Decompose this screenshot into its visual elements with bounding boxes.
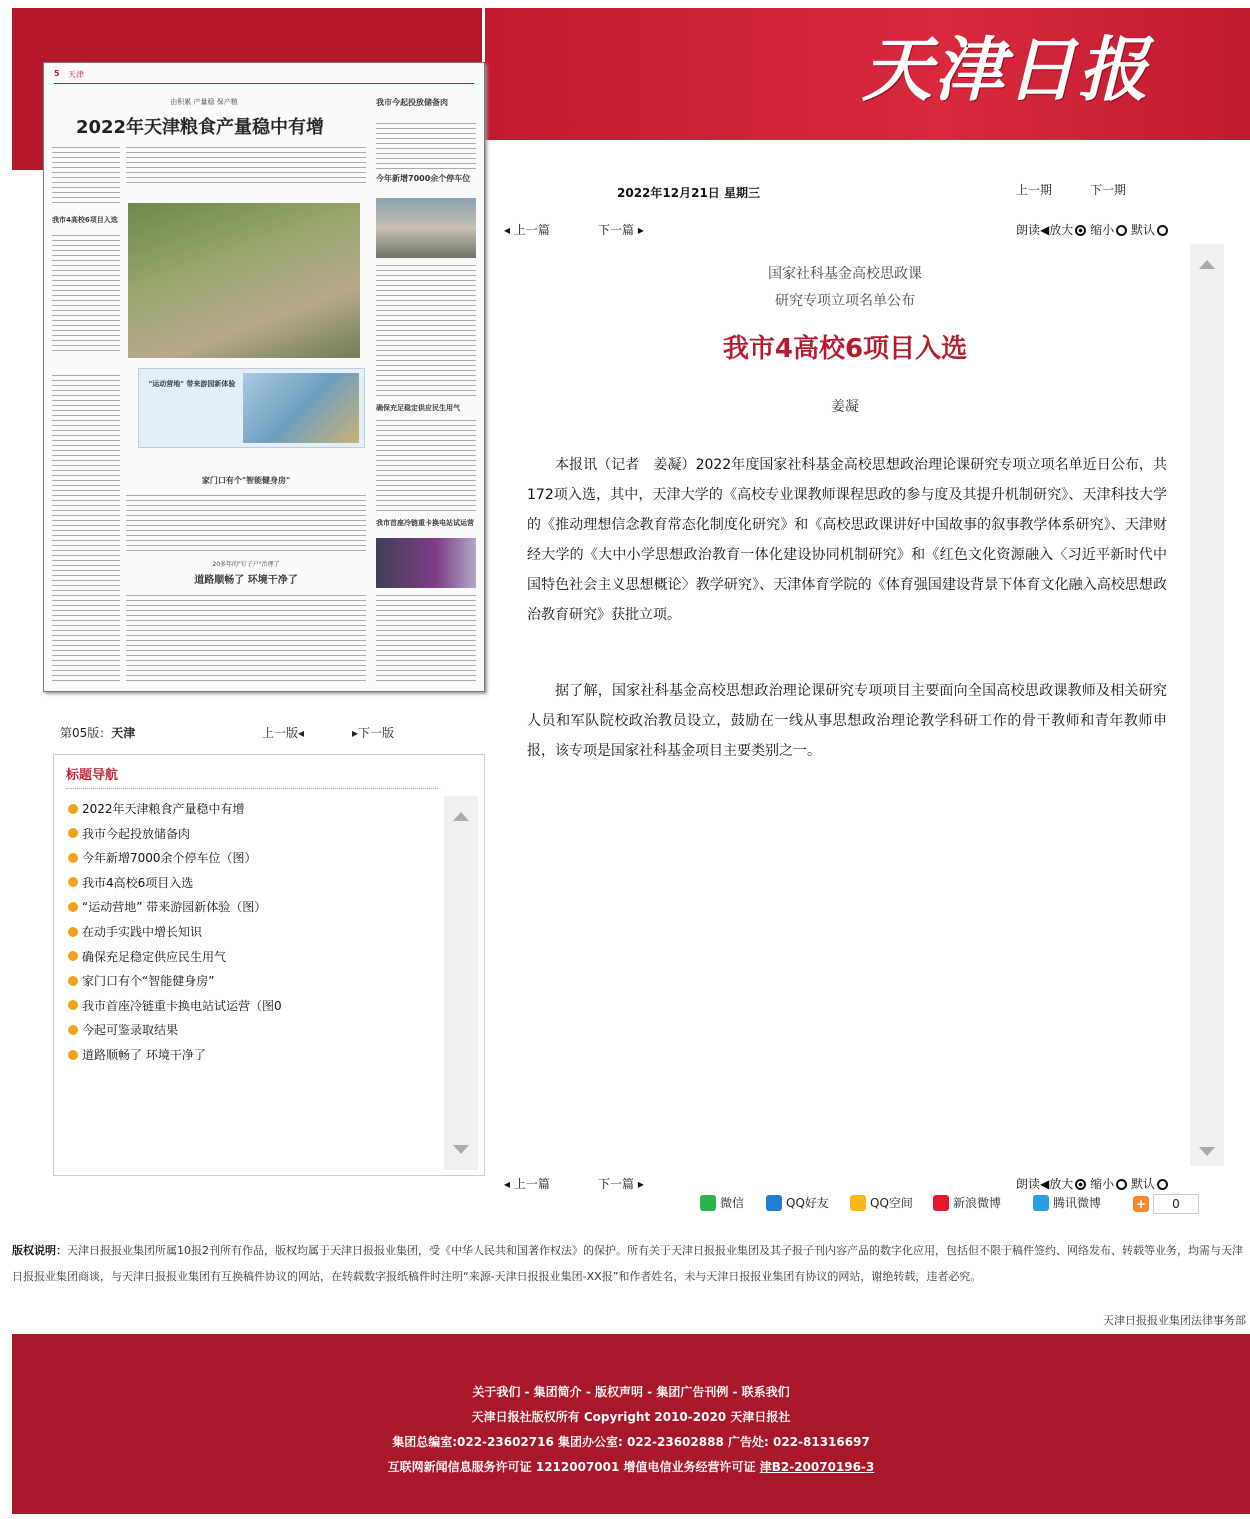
text-column	[376, 121, 476, 169]
text-column	[52, 373, 120, 683]
page-indicator	[60, 724, 135, 741]
title-nav-item[interactable]	[68, 849, 257, 866]
charging-station-photo[interactable]	[376, 538, 476, 588]
title-nav-item-label: 今起可鉴录取结果	[82, 1023, 179, 1038]
text-column	[52, 145, 120, 205]
story-headline-gym[interactable]: 家门口有个"智能健身房"	[201, 476, 291, 485]
bullet-icon	[68, 1050, 78, 1060]
title-nav-panel	[53, 754, 485, 1176]
next-article-link[interactable]	[598, 221, 644, 238]
title-nav-item[interactable]	[68, 874, 193, 891]
title-nav-item[interactable]	[68, 1046, 206, 1063]
article-paragraph-2: 据了解，国家社科基金高校思想政治理论课研究专项项目主要面向全国高校思政课教师及相关研究人员和军队院校政治教员设立，鼓励在一线从事思想政治理论教学科研工作的骨干教师和青年教师申报，该专项是国家社科基金项目主要类别之一。	[527, 683, 1167, 759]
share-more[interactable]	[1133, 1194, 1199, 1214]
prev-issue-link[interactable]: 上一期	[1016, 183, 1053, 197]
bullet-icon	[68, 804, 78, 814]
read-aloud-button[interactable]: 朗读	[1016, 1177, 1041, 1191]
page-section: 天津	[68, 70, 84, 79]
speaker-icon[interactable]: ◀	[1040, 223, 1050, 237]
title-nav-item-label: “运动营地” 带来游园新体验（图）	[82, 900, 267, 915]
tencent-weibo-icon	[1033, 1195, 1049, 1211]
footer-license-text: 互联网新闻信息服务许可证 1212007001 增值电信业务经营许可证	[387, 1460, 760, 1474]
next-article-label: 下一篇	[598, 1177, 635, 1191]
scroll-down-icon[interactable]	[1199, 1147, 1215, 1156]
prev-article-link-bottom[interactable]	[504, 1175, 550, 1192]
bullet-icon	[68, 951, 78, 961]
text-column	[126, 593, 366, 683]
title-nav-item[interactable]	[68, 825, 190, 842]
page-label: 第05版：	[60, 726, 112, 740]
side-headline-5[interactable]: 我市首座冷链重卡换电站试运营	[376, 519, 474, 527]
right-arrow-icon: ▸	[634, 223, 644, 237]
zoom-in-radio[interactable]	[1075, 225, 1086, 236]
side-headline-3[interactable]: 我市4高校6项目入选	[52, 216, 118, 224]
title-nav-item[interactable]	[68, 923, 202, 940]
parking-photo[interactable]	[376, 198, 476, 258]
bullet-icon	[68, 853, 78, 863]
park-aerial-photo[interactable]	[128, 203, 360, 358]
text-column	[126, 493, 366, 553]
text-column	[376, 593, 476, 683]
page-name: 天津	[111, 726, 136, 740]
wechat-icon	[700, 1195, 716, 1211]
article-title: 我市4高校6项目入选	[722, 334, 968, 364]
share-qzone-label: QQ空间	[870, 1196, 913, 1210]
title-nav-divider	[66, 788, 438, 789]
story-subhead-road: 20多年的"钉子户"治理了	[212, 561, 280, 568]
title-nav-item-label: 2022年天津粮食产量稳中有增	[82, 802, 245, 816]
read-aloud-button[interactable]: 朗读	[1016, 223, 1041, 237]
copyright-text: 天津日报报业集团所属10报2刊所有作品，版权均属于天津日报报业集团，受《中华人民共和国著作权法》的保护。所有关于天津日报报业集团及其子报子刊内容产品的数字化应用，包括但不限于稿件签约、网络发布、转载等业务，均需与天津日报报业集团商谈，与天津日报报业集团有互换稿件协议的网站，在转载数字报纸稿件时注明“来源-天津日报报业集团-XX报”和作者姓名，未与天津日报报业集团有协议的网站，谢绝转载，违者必究。	[12, 1244, 1243, 1283]
title-nav-item[interactable]	[68, 898, 266, 915]
bullet-icon	[68, 902, 78, 912]
left-arrow-icon: ◂	[504, 223, 514, 237]
article-scrollbar[interactable]	[1190, 244, 1224, 1166]
right-arrow-icon: ▸	[634, 1177, 644, 1191]
footer-links[interactable]: 关于我们 - 集团简介 - 版权声明 - 集团广告刊例 - 联系我们	[472, 1385, 790, 1399]
text-column	[376, 263, 476, 398]
qq-icon	[766, 1195, 782, 1211]
title-nav-heading: 标题导航	[66, 768, 119, 783]
side-headline-4[interactable]: 确保充足稳定供应民生用气	[376, 404, 460, 412]
zoom-out-label: 缩小	[1090, 223, 1115, 237]
share-tencent-label: 腾讯微博	[1053, 1196, 1102, 1210]
article-author: 姜凝	[831, 399, 859, 415]
share-sina-weibo[interactable]	[933, 1194, 1001, 1211]
share-wechat-label: 微信	[720, 1196, 745, 1210]
title-nav-item-label: 我市今起投放储备肉	[82, 826, 191, 841]
icp-link[interactable]: 津B2-20070196-3	[759, 1460, 875, 1474]
share-qq-friend[interactable]	[766, 1194, 829, 1211]
footer-rights: 天津日报社版权所有 Copyright 2010-2020 天津日报社	[471, 1410, 791, 1424]
title-nav-item[interactable]	[68, 972, 214, 989]
side-headline-1[interactable]: 我市今起投放储备肉	[376, 98, 448, 107]
page-number: 5	[54, 69, 60, 78]
lead-headline[interactable]: 2022年天津粮食产量稳中有增	[75, 117, 325, 138]
bullet-icon	[68, 1025, 78, 1035]
footer-phones: 集团总编室:022-23602716 集团办公室: 022-23602888 广告处: 022-81316697	[392, 1435, 870, 1449]
default-size-radio[interactable]	[1157, 1179, 1168, 1190]
speaker-icon[interactable]: ◀	[1040, 1177, 1050, 1191]
next-article-label: 下一篇	[598, 223, 635, 237]
photo-caption-box	[138, 368, 365, 448]
title-nav-item-label: 在动手实践中增长知识	[82, 925, 203, 939]
copyright-label: 版权说明：	[12, 1244, 67, 1257]
bullet-icon	[68, 927, 78, 937]
share-tencent-weibo[interactable]	[1033, 1194, 1101, 1211]
default-size-label: 默认	[1130, 223, 1155, 237]
title-nav-item-label: 我市首座冷链重卡换电站试运营（图0	[82, 998, 282, 1013]
left-arrow-icon: ◂	[298, 726, 305, 740]
share-qq-label: QQ好友	[786, 1196, 829, 1210]
prev-page-link[interactable]	[262, 724, 304, 741]
title-nav-item-label: 确保充足稳定供应民生用气	[82, 949, 227, 964]
page-header-bar	[54, 69, 474, 84]
title-nav-item-label: 家门口有个“智能健身房”	[82, 974, 215, 989]
scroll-up-icon[interactable]	[453, 812, 469, 821]
qzone-star-icon	[850, 1195, 866, 1211]
zoom-out-label: 缩小	[1090, 1177, 1115, 1191]
share-sina-label: 新浪微博	[953, 1196, 1002, 1210]
title-nav-item[interactable]	[68, 997, 282, 1014]
zoom-in-radio[interactable]	[1075, 1179, 1086, 1190]
title-nav-scrollbar[interactable]	[444, 796, 478, 1170]
share-count: 0	[1153, 1194, 1199, 1214]
zoom-out-radio[interactable]	[1116, 225, 1127, 236]
reading-toolbar-bottom	[1016, 1175, 1168, 1192]
share-qzone[interactable]	[850, 1194, 913, 1211]
default-size-label: 默认	[1130, 1177, 1155, 1191]
side-headline-2[interactable]: 今年新增7000余个停车位	[376, 174, 471, 183]
prev-article-link[interactable]	[504, 221, 550, 238]
default-size-radio[interactable]	[1157, 225, 1168, 236]
title-nav-item[interactable]	[68, 800, 245, 817]
scroll-down-icon[interactable]	[453, 1145, 469, 1154]
bullet-icon	[68, 1000, 78, 1010]
text-column	[52, 233, 120, 353]
text-column	[126, 145, 366, 185]
next-page-link[interactable]	[352, 724, 394, 741]
zoom-in-label: 放大	[1049, 223, 1074, 237]
story-headline-road[interactable]: 道路顺畅了 环境干净了	[194, 575, 298, 586]
footer-license	[12, 1458, 1250, 1475]
title-nav-item-label: 今年新增7000余个停车位（图）	[82, 851, 257, 866]
zoom-out-radio[interactable]	[1116, 1179, 1127, 1190]
prev-article-label: 上一篇	[513, 223, 550, 237]
right-arrow-icon: ▸	[352, 726, 359, 740]
masthead-logo: 天津日报	[862, 28, 1150, 111]
left-arrow-icon: ◂	[504, 1177, 514, 1191]
next-article-link-bottom[interactable]	[598, 1175, 644, 1192]
next-page-label: 下一版	[358, 726, 395, 740]
weibo-icon	[933, 1195, 949, 1211]
next-issue-link[interactable]: 下一期	[1090, 183, 1127, 197]
bullet-icon	[68, 877, 78, 887]
article-paragraph-1: 本报讯（记者 姜凝）2022年度国家社科基金高校思想政治理论课研究专项立项名单近日公布，共172项入选，其中，天津大学的《高校专业课教师课程思政的参与度及其提升机制研究》、天津科技大学的《推动理想信念教育常态化制度化研究》和《高校思政课讲好中国故事的叙事教学体系研究》、天津财经大学的《大中小学思想政治教育一体化建设协同机制研究》和《红色文化资源融入〈习近平新时代中国特色社会主义思想概论〉教学研究》、天津体育学院的《体育强国建设背景下体育文化融入高校思想政治教育研究》获批立项。	[527, 457, 1167, 623]
header-strip	[500, 140, 1250, 170]
legal-department: 天津日报报业集团法律事务部	[1103, 1314, 1246, 1327]
plus-icon: +	[1133, 1196, 1149, 1212]
article-subtitle-1: 国家社科基金高校思政课	[768, 266, 922, 282]
prev-page-label: 上一版	[262, 726, 299, 740]
scroll-up-icon[interactable]	[1199, 260, 1215, 269]
share-wechat[interactable]	[700, 1194, 744, 1211]
issue-date: 2022年12月21日 星期三	[617, 186, 760, 200]
title-nav-item-label: 道路顺畅了 环境干净了	[82, 1048, 206, 1062]
pavilion-photo[interactable]	[243, 373, 359, 443]
text-column	[376, 418, 476, 513]
title-nav-item[interactable]	[68, 1021, 178, 1038]
bullet-icon	[68, 976, 78, 986]
title-nav-item[interactable]	[68, 948, 226, 965]
copyright-notice	[12, 1238, 1248, 1290]
newspaper-page-image[interactable]	[43, 62, 485, 692]
photo-caption: "运动营地" 带来游园新体验	[148, 380, 236, 388]
title-nav-item-label: 我市4高校6项目入选	[82, 875, 194, 890]
zoom-in-label: 放大	[1049, 1177, 1074, 1191]
prev-article-label: 上一篇	[513, 1177, 550, 1191]
reading-toolbar-top	[1016, 221, 1168, 238]
bullet-icon	[68, 828, 78, 838]
lead-subhead: 由积累 产量稳 保产粮	[170, 98, 238, 106]
article-subtitle-2: 研究专项立项名单公布	[775, 293, 915, 309]
